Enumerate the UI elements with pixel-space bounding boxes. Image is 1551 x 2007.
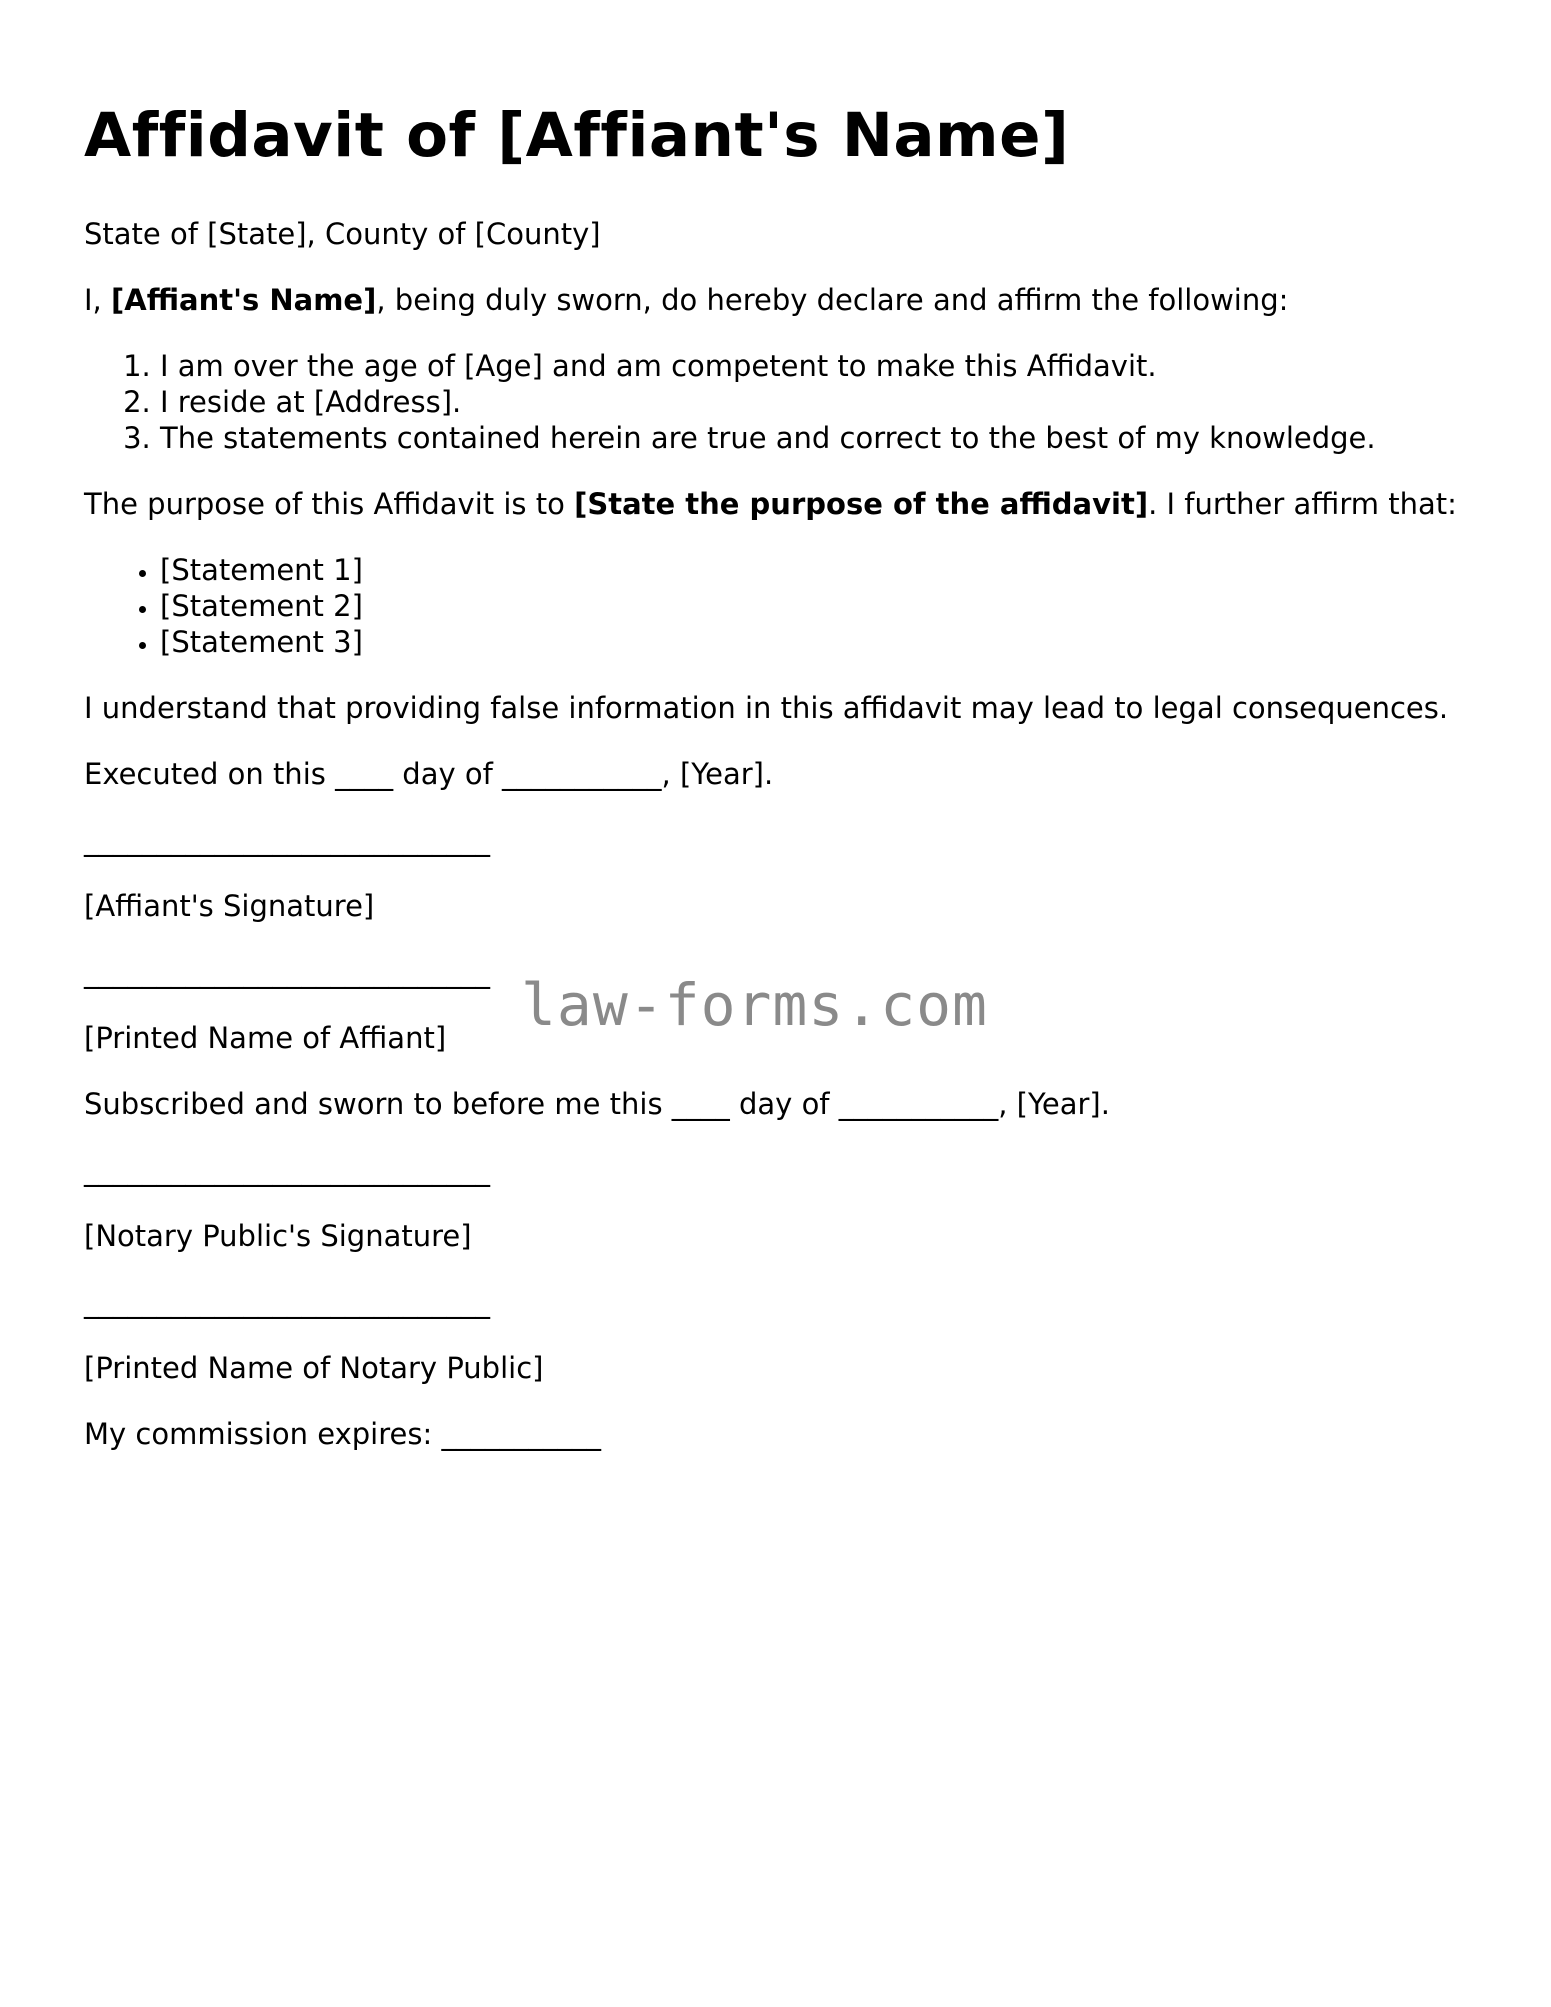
intro-paragraph — [84, 282, 1484, 318]
list-item: 2. I reside at [Address]. — [160, 384, 1484, 420]
affiant-printed-name-label: [Printed Name of Affiant] — [84, 1021, 447, 1055]
affiant-signature-line: ____________________________ — [84, 823, 490, 857]
intro-suffix: , being duly sworn, do hereby declare and affirm the following: — [376, 283, 1289, 317]
list-item: • [Statement 1] — [160, 552, 1484, 588]
notary-printed-name-line: ____________________________ — [84, 1285, 490, 1319]
list-item: 1. I am over the age of [Age] and am competent to make this Affidavit. — [160, 348, 1484, 384]
affiant-signature-label: [Affiant's Signature] — [84, 889, 375, 923]
purpose-paragraph — [84, 486, 1484, 522]
list-item: • [Statement 3] — [160, 624, 1484, 660]
watermark: law-forms.com — [521, 971, 988, 1039]
notary-signature-line: ____________________________ — [84, 1153, 490, 1187]
affiant-printed-name-line: ____________________________ — [84, 955, 490, 989]
purpose-suffix: . I further affirm that: — [1148, 487, 1457, 521]
understanding-paragraph: I understand that providing false information in this affidavit may lead to legal consequences. — [84, 691, 1449, 725]
list-item: 3. The statements contained herein are true and correct to the best of my knowledge. — [160, 420, 1484, 456]
venue-line: State of [State], County of [County] — [84, 217, 601, 251]
intro-prefix: I, — [84, 283, 111, 317]
purpose-prefix: The purpose of this Affidavit is to — [84, 487, 575, 521]
notary-printed-name-label: [Printed Name of Notary Public] — [84, 1351, 544, 1385]
bullet-statements — [84, 552, 1484, 660]
purpose-text: [State the purpose of the affidavit] — [574, 487, 1149, 521]
subscribed-line: Subscribed and sworn to before me this ____ day of ___________, [Year]. — [84, 1087, 1110, 1121]
list-item: • [Statement 2] — [160, 588, 1484, 624]
affidavit-document — [84, 100, 1484, 1482]
executed-line: Executed on this ____ day of ___________, [Year]. — [84, 757, 774, 791]
numbered-statements — [84, 348, 1484, 456]
document-title: Affidavit of [Affiant's Name] — [84, 100, 1070, 171]
notary-signature-label: [Notary Public's Signature] — [84, 1219, 472, 1253]
commission-line: My commission expires: ___________ — [84, 1417, 601, 1451]
affiant-name: [Affiant's Name] — [111, 283, 377, 317]
